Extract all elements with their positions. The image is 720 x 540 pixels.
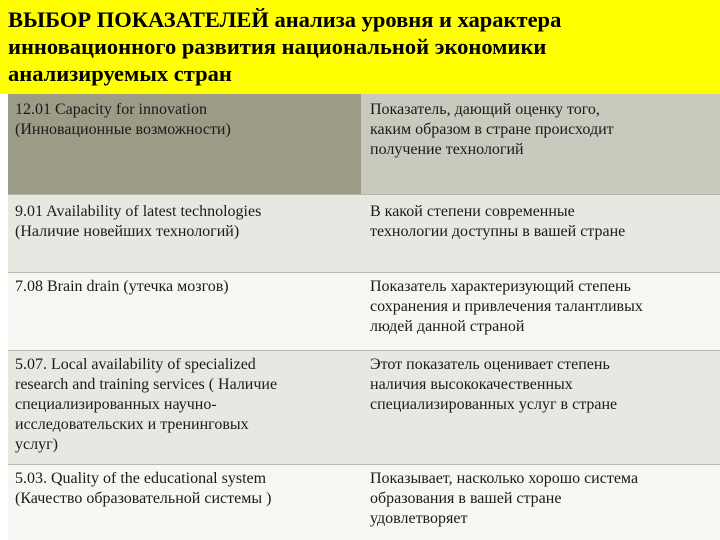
text-line: исследовательских и тренинговых — [15, 416, 249, 433]
table-row — [8, 272, 720, 350]
table-row — [8, 350, 720, 464]
text-line: образования в вашей стране — [370, 490, 562, 507]
table-row — [8, 94, 720, 194]
text-line: технологии доступны в вашей стране — [370, 223, 626, 240]
text-line: 5.03. Quality of the educational system — [15, 470, 267, 487]
text-line: В какой степени современные — [370, 203, 575, 220]
text-line: получение технологий — [370, 141, 524, 158]
text-line: (Наличие новейших технологий) — [15, 223, 240, 240]
text-line: Показатель, дающий оценку того, — [370, 101, 600, 118]
indicator-description — [370, 277, 720, 337]
indicator-name — [15, 469, 355, 509]
indicator-name — [15, 100, 355, 140]
indicator-name — [15, 202, 355, 242]
title-line-3: анализируемых стран — [8, 61, 232, 86]
indicator-description — [370, 469, 720, 529]
table-row — [8, 464, 720, 540]
text-line: сохранения и привлечения талантливых — [370, 298, 643, 315]
indicator-description — [370, 355, 720, 415]
text-line: удовлетворяет — [370, 510, 468, 527]
text-line: Показывает, насколько хорошо система — [370, 470, 639, 487]
text-line: услуг) — [15, 436, 58, 453]
text-line: (Качество образовательной системы ) — [15, 490, 272, 507]
indicator-description — [370, 202, 720, 242]
row-divider — [8, 350, 720, 351]
row-divider — [8, 194, 720, 195]
text-line: людей данной страной — [370, 318, 525, 335]
title-line-2: инновационного развития национальной экономики — [8, 34, 547, 59]
row-divider — [8, 464, 720, 465]
indicator-name — [15, 355, 355, 455]
slide-title — [0, 0, 720, 94]
text-line: специализированных научно- — [15, 396, 217, 413]
text-line: (Инновационные возможности) — [15, 121, 231, 138]
text-line: research and training services ( Наличие — [15, 376, 278, 393]
table-row — [8, 194, 720, 272]
row-divider — [8, 272, 720, 273]
text-line: 7.08 Brain drain (утечка мозгов) — [15, 278, 229, 295]
text-line: каким образом в стране происходит — [370, 121, 614, 138]
text-line: наличия высококачественных — [370, 376, 573, 393]
text-line: Этот показатель оценивает степень — [370, 356, 610, 373]
text-line: 9.01 Availability of latest technologies — [15, 203, 262, 220]
indicator-description — [370, 100, 720, 160]
indicator-name — [15, 277, 355, 297]
text-line: 5.07. Local availability of specialized — [15, 356, 256, 373]
text-line: Показатель характеризующий степень — [370, 278, 631, 295]
text-line: 12.01 Capacity for innovation — [15, 101, 207, 118]
title-line-1: ВЫБОР ПОКАЗАТЕЛЕЙ анализа уровня и характера — [8, 7, 562, 32]
text-line: специализированных услуг в стране — [370, 396, 618, 413]
